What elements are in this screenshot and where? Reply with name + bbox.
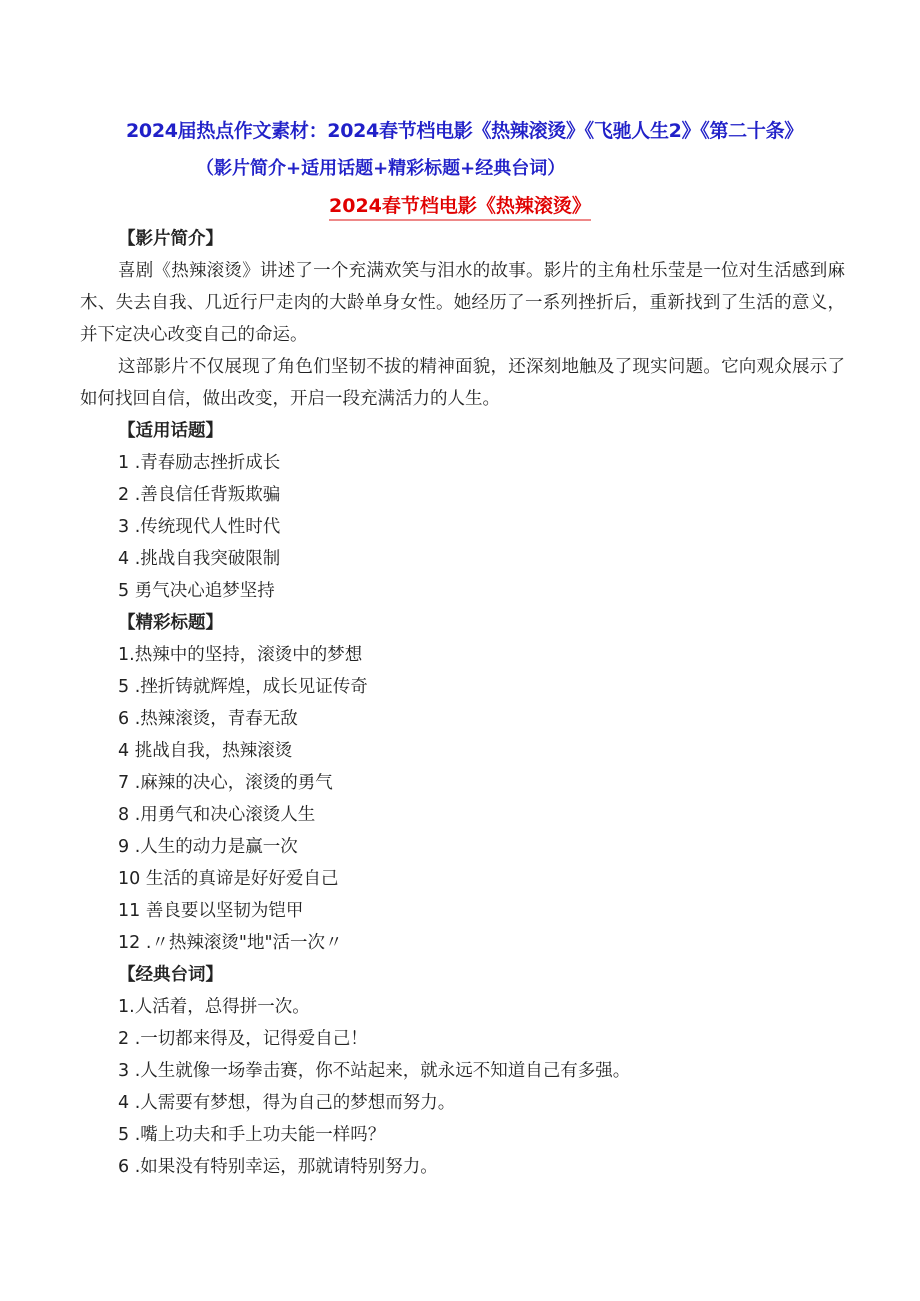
document-body — [80, 223, 845, 1183]
quote-item: 1.人活着，总得拼一次。 — [118, 997, 310, 1017]
title-item: 11 善良要以坚韧为铠甲 — [118, 901, 304, 921]
topic-item: 2 .善良信任背叛欺骗 — [118, 485, 281, 505]
quotes-heading: 【经典台词】 — [118, 965, 223, 985]
quote-item: 2 .一切都来得及，记得爱自己！ — [118, 1029, 368, 1049]
title-item: 9 .人生的动力是赢一次 — [118, 837, 298, 857]
quote-item: 4 .人需要有梦想，得为自己的梦想而努力。 — [118, 1093, 456, 1113]
intro-heading: 【影片简介】 — [118, 229, 223, 249]
quote-item: 3 .人生就像一场拳击赛，你不站起来，就永远不知道自己有多强。 — [118, 1061, 631, 1081]
intro-paragraph: 喜剧《热辣滚烫》讲述了一个充满欢笑与泪水的故事。影片的主角杜乐莹是一位对生活感到麻木、失去自我、几近行尸走肉的大龄单身女性。她经历了一系列挫折后，重新找到了生活的意义，并下定决心改变自己的命运。 — [80, 261, 845, 345]
topic-item: 1 .青春励志挫折成长 — [118, 453, 281, 473]
title-item: 6 .热辣滚烫，青春无敌 — [118, 709, 298, 729]
title-item: 5 .挫折铸就辉煌，成长见证传奇 — [118, 677, 368, 697]
topic-item: 5 勇气决心追梦坚持 — [118, 581, 275, 601]
title-item: 4 挑战自我，热辣滚烫 — [118, 741, 293, 761]
title-item: 12 .〃热辣滚烫"地"活一次〃 — [118, 933, 343, 953]
topic-item: 3 .传统现代人性时代 — [118, 517, 281, 537]
intro-paragraph: 这部影片不仅展现了角色们坚韧不拔的精神面貌，还深刻地触及了现实问题。它向观众展示了如何找回自信，做出改变，开启一段充满活力的人生。 — [80, 357, 845, 409]
titles-heading: 【精彩标题】 — [118, 613, 223, 633]
document-title: 2024届热点作文素材：2024春节档电影《热辣滚烫》《飞驰人生2》《第二十条》 — [126, 120, 803, 142]
title-item: 10 生活的真谛是好好爱自己 — [118, 869, 339, 889]
title-item: 1.热辣中的坚持，滚烫中的梦想 — [118, 645, 363, 665]
quote-item: 6 .如果没有特别幸运，那就请特别努力。 — [118, 1157, 438, 1177]
topic-item: 4 .挑战自我突破限制 — [118, 549, 281, 569]
title-item: 7 .麻辣的决心，滚烫的勇气 — [118, 773, 333, 793]
title-item: 8 .用勇气和决心滚烫人生 — [118, 805, 316, 825]
topics-heading: 【适用话题】 — [118, 421, 223, 441]
section-title: 2024春节档电影《热辣滚烫》 — [329, 191, 591, 221]
document-subtitle: （影片简介+适用话题+精彩标题+经典台词） — [196, 158, 566, 179]
quote-item: 5 .嘴上功夫和手上功夫能一样吗？ — [118, 1125, 386, 1145]
